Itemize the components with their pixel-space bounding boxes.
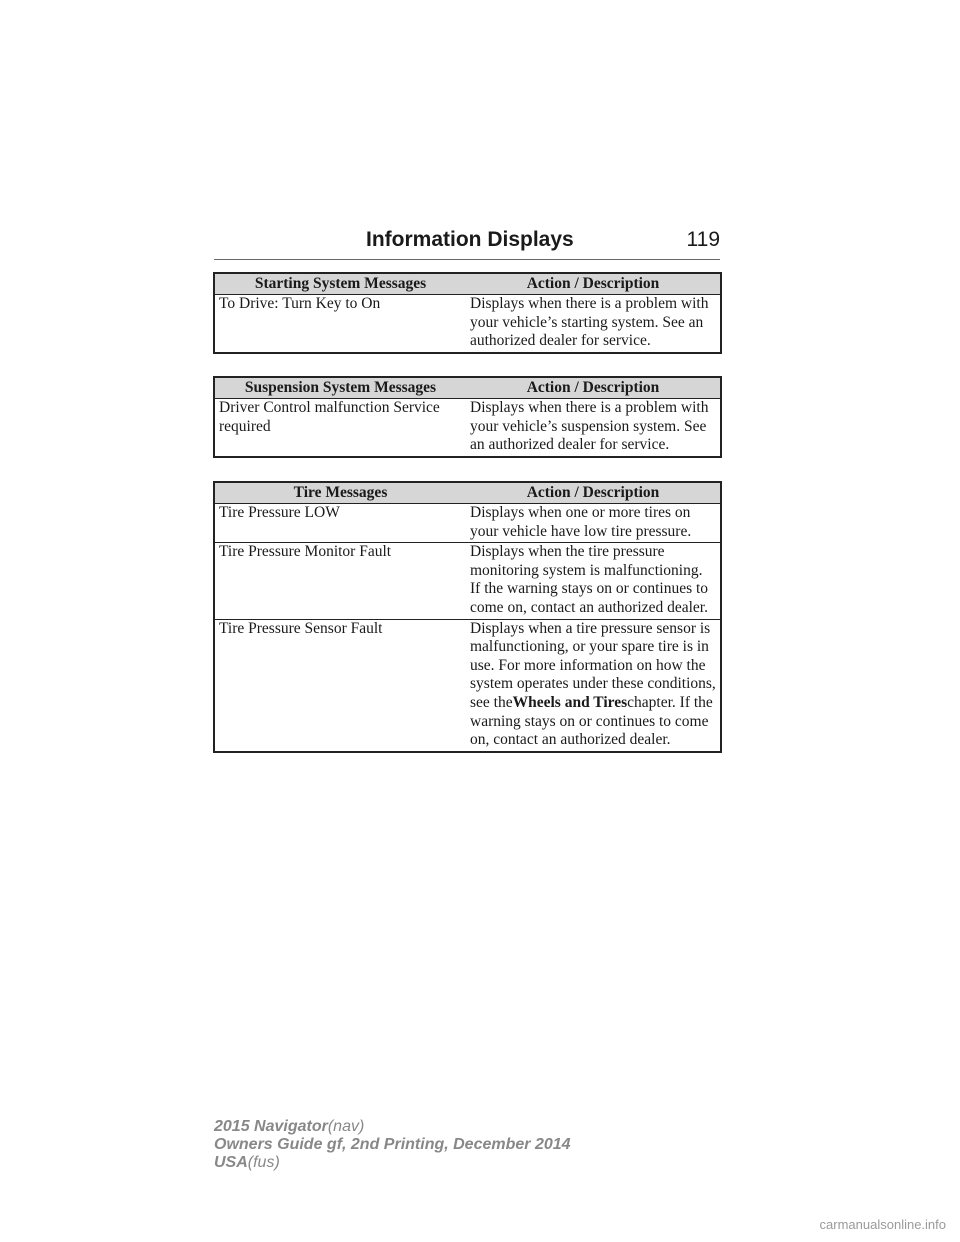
suspension-system-messages-table [213,376,722,458]
model-name: 2015 Navigator [214,1118,328,1135]
table-row [214,399,721,457]
message-cell: Tire Pressure LOW [214,504,466,543]
description-cell [466,619,721,752]
section-title: Information Displays [366,228,574,251]
header-divider [214,259,720,260]
market-name: USA [214,1154,248,1171]
tire-messages-table [213,481,722,753]
description-cell: Displays when the tire pressure monitoring system is malfunctioning. If the warning stays on or continues to come on, contact an authorized dealer. [466,543,721,619]
market-code: (fus) [247,1154,280,1171]
column-header-messages: Suspension System Messages [214,377,466,399]
chapter-reference: Wheels and Tires [512,693,628,711]
watermark: carmanualsonline.info [819,1217,946,1232]
table-header-row [214,482,721,504]
column-header-action: Action / Description [466,377,721,399]
column-header-action: Action / Description [466,482,721,504]
table-row [214,619,721,752]
footer-line [214,1118,571,1136]
message-cell: To Drive: Turn Key to On [214,295,466,353]
table-header-row [214,273,721,295]
column-header-action: Action / Description [466,273,721,295]
table-row [214,504,721,543]
printing-info: Owners Guide gf, 2nd Printing, December 2014 [214,1136,571,1153]
page-header [214,228,720,258]
table-row [214,543,721,619]
description-cell: Displays when there is a problem with your vehicle’s starting system. See an authorized dealer for service. [466,295,721,353]
model-code: (nav) [327,1118,365,1135]
footer-line [214,1154,571,1172]
table-header-row [214,377,721,399]
page-number: 119 [686,228,720,251]
footer-line [214,1136,571,1154]
description-cell: Displays when one or more tires on your vehicle have low tire pressure. [466,504,721,543]
message-cell: Driver Control malfunction Service required [214,399,466,457]
column-header-messages: Starting System Messages [214,273,466,295]
table-row [214,295,721,353]
column-header-messages: Tire Messages [214,482,466,504]
starting-system-messages-table [213,272,722,354]
message-cell: Tire Pressure Sensor Fault [214,619,466,752]
message-cell: Tire Pressure Monitor Fault [214,543,466,619]
description-text: Displays when a tire pressure sensor is malfunctioning, or your spare tire is in use. For more information on how the system operates under these conditions, see the [470,619,716,711]
document-footer [214,1118,571,1172]
description-text: chapter. If the warning stays on or continues to come on, contact an authorized dealer. [470,693,713,749]
description-cell: Displays when there is a problem with your vehicle’s suspension system. See an authorized dealer for service. [466,399,721,457]
